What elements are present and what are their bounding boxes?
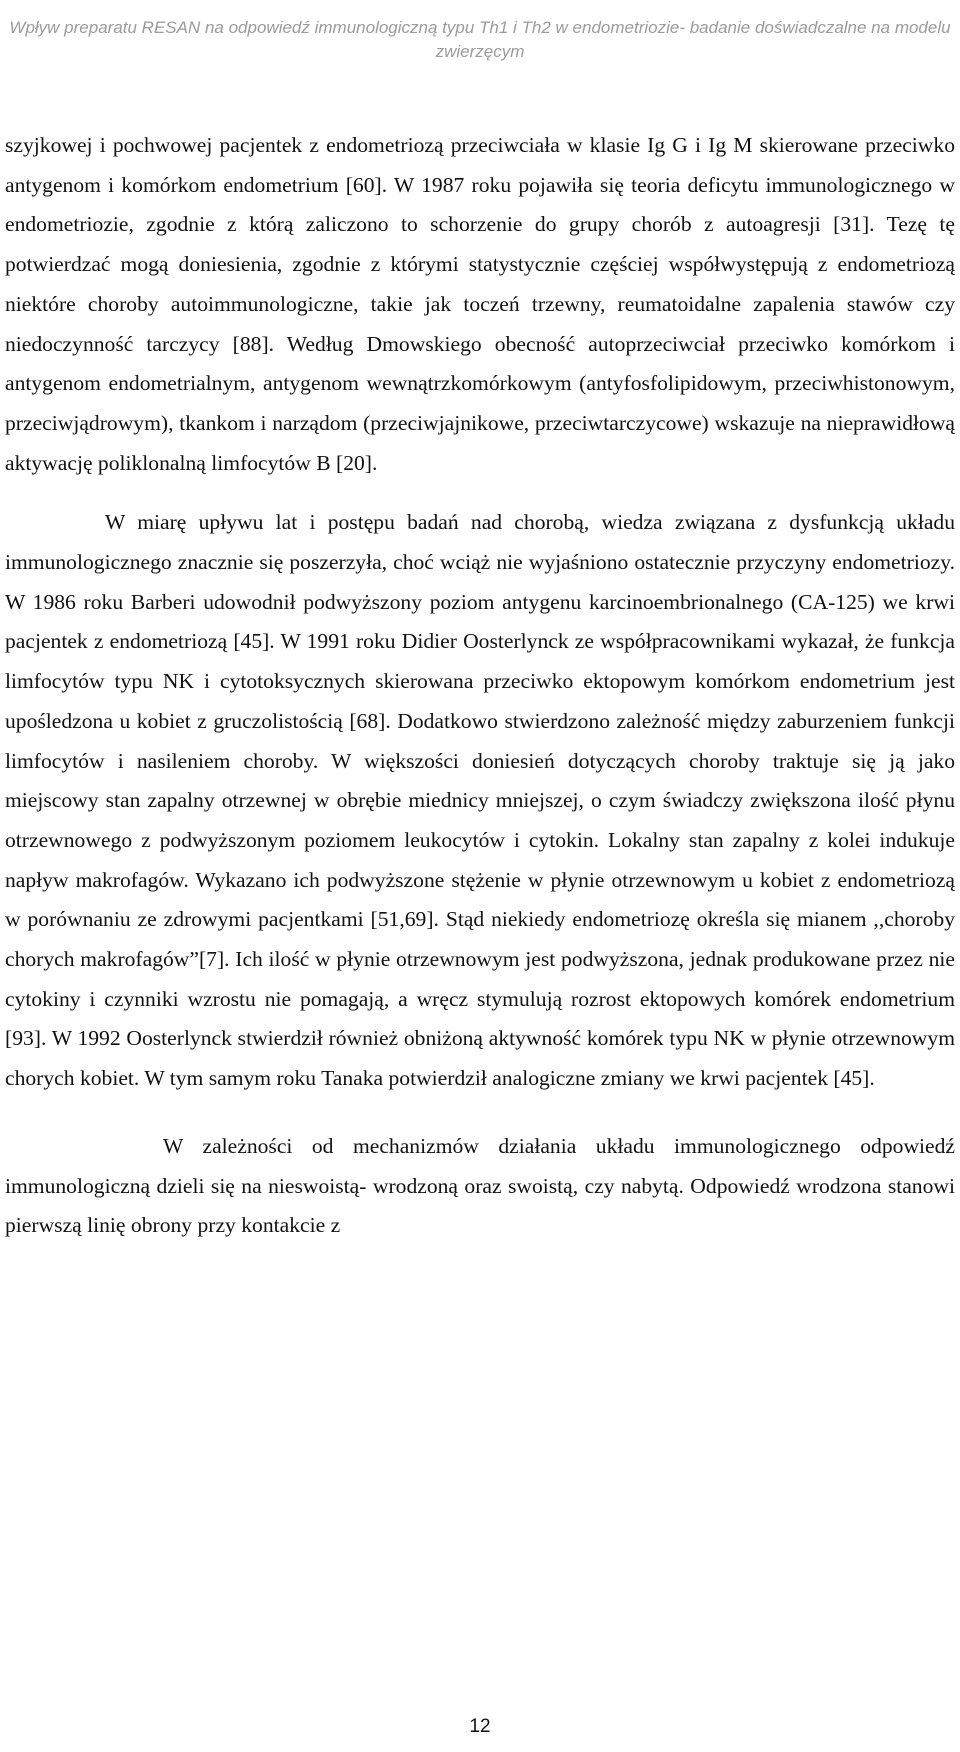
document-body xyxy=(5,126,955,1246)
running-header: Wpływ preparatu RESAN na odpowiedź immunologiczną typu Th1 i Th2 w endometriozie- badanie doświadczalne na modelu zwierzęcym xyxy=(9,18,951,61)
page-number: 12 xyxy=(469,1716,491,1737)
paragraph-1: szyjkowej i pochwowej pacjentek z endometriozą przeciwciała w klasie Ig G i Ig M skierowane przeciwko antygenom i komórkom endometrium [60]. W 1987 roku pojawiła się teoria deficytu immunologicznego w endometriozie, zgodnie z którą zaliczono to schorzenie do grupy chorób z autoagresji [31]. Tezę tę potwierdzać mogą doniesienia, zgodnie z którymi statystycznie częściej współwystępują z endometriozą niektóre choroby autoimmunologiczne, takie jak toczeń trzewny, reumatoidalne zapalenia stawów czy niedoczynność tarczycy [88]. Według Dmowskiego obecność autoprzeciwciał przeciwko komórkom i antygenom endometrialnym, antygenom wewnątrzkomórkowym (antyfosfolipidowym, przeciwhistonowym, przeciwjądrowym), tkankom i narządom (przeciwjajnikowe, przeciwtarczycowe) wskazuje na nieprawidłową aktywację poliklonalną limfocytów B [20]. xyxy=(5,133,955,475)
paragraph-3: W zależności od mechanizmów działania układu immunologicznego odpowiedź immunologiczną dzieli się na nieswoistą- wrodzoną oraz swoistą, czy nabytą. Odpowiedź wrodzona stanowi pierwszą linię obrony przy kontakcie z xyxy=(5,1133,955,1238)
paragraph-2: W miarę upływu lat i postępu badań nad chorobą, wiedza związana z dysfunkcją układu immunologicznego znacznie się poszerzyła, choć wciąż nie wyjaśniono ostatecznie przyczyny endometriozy. W 1986 roku Barberi udowodnił podwyższony poziom antygenu karcinoembrionalnego (CA-125) we krwi pacjentek z endometriozą [45]. W 1991 roku Didier Oosterlynck ze współpracownikami wykazał, że funkcja limfocytów typu NK i cytotoksycznych skierowana przeciwko ektopowym komórkom endometrium jest upośledzona u kobiet z gruczolistością [68]. Dodatkowo stwierdzono zależność między zaburzeniem funkcji limfocytów i nasileniem choroby. W większości doniesień dotyczących choroby traktuje się ją jako miejscowy stan zapalny otrzewnej w obrębie miednicy mniejszej, o czym świadczy zwiększona ilość płynu otrzewnowego z podwyższonym poziomem leukocytów i cytokin. Lokalny stan zapalny z kolei indukuje napływ makrofagów. Wykazano ich podwyższone stężenie w płynie otrzewnowym u kobiet z endometriozą w porównaniu ze zdrowymi pacjentkami [51,69]. Stąd niekiedy endometriozę określa się mianem ,,choroby chorych makrofagów”[7]. Ich ilość w płynie otrzewnowym jest podwyższona, jednak produkowane przez nie cytokiny i czynniki wzrostu nie pomagają, a wręcz stymulują rozrost ektopowych komórek endometrium [93]. W 1992 Oosterlynck stwierdził również obniżoną aktywność komórek typu NK w płynie otrzewnowym chorych kobiet. W tym samym roku Tanaka potwierdził analogiczne zmiany we krwi pacjentek [45]. xyxy=(5,510,955,1091)
